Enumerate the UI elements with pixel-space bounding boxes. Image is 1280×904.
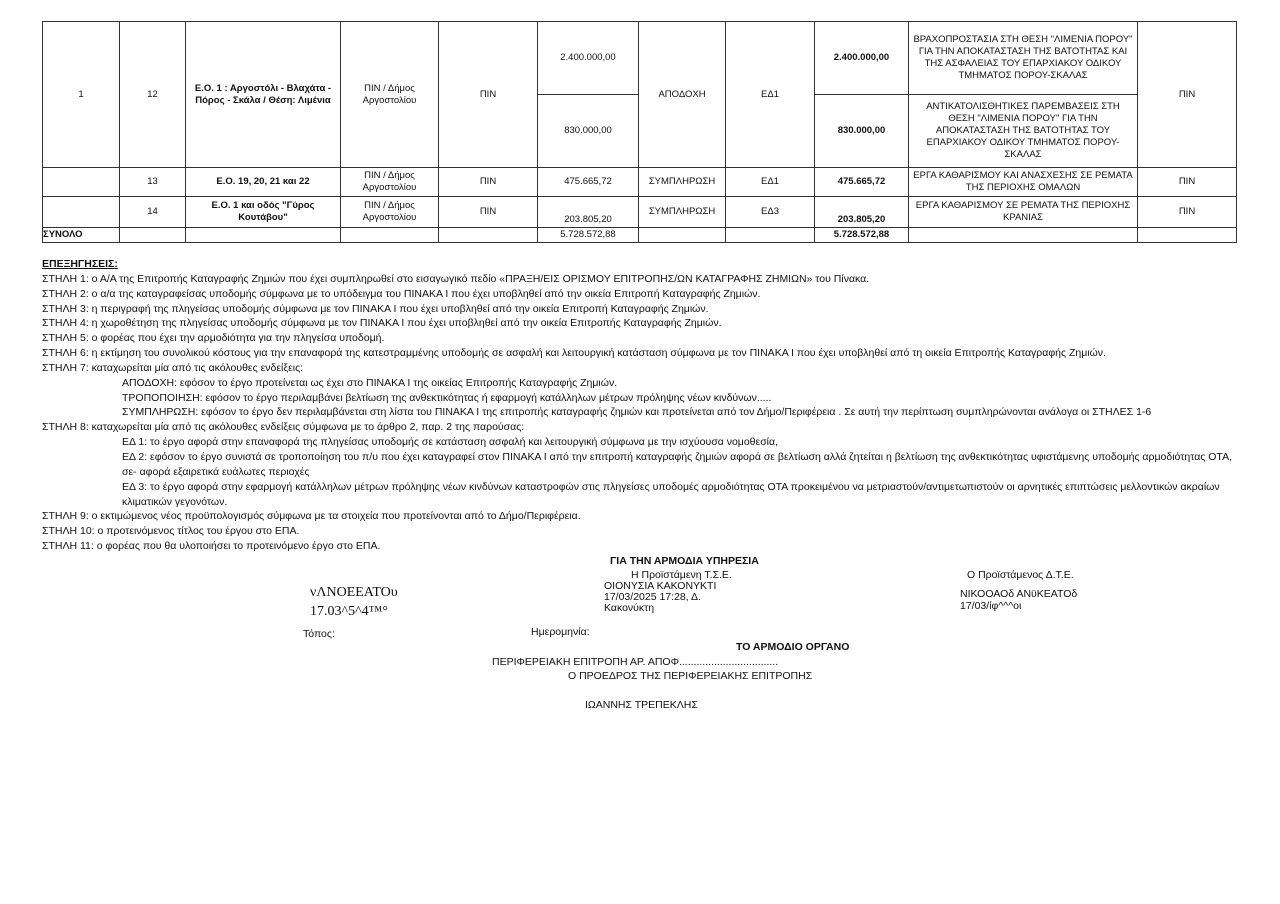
total-budget: 5.728.572,88	[815, 228, 909, 243]
infrastructure-description-cell: Ε.Ο. 1 : Αργοστόλι - Βλαχάτα - Πόρος - Σκάλα / Θέση: Λιμένια	[186, 22, 341, 168]
empty-cell	[120, 228, 186, 243]
note-col8-ed1: ΕΔ 1: το έργο αφορά στην επαναφορά της πληγείσας υποδομής σε κατάσταση ασφαλή και λειτουργική σύμφωνα με την ισχύουσα νομοθεσία,	[122, 436, 779, 449]
cost-cell: 475.665,72	[538, 168, 639, 197]
note-col1: ΣΤΗΛΗ 1: ο Α/Α της Επιτροπής Καταγραφής Ζημιών που έχει συμπληρωθεί στο εισαγωγικό πεδίο «ΠΡΑΞΗ/ΕΙΣ ΟΡΙΣΜΟΥ ΕΠΙΤΡΟΠΗΣ/ΩΝ ΚΑΤΑΓΡΑΦΗΣ ΖΗΜΙΩΝ» του Πίνακα.	[42, 272, 870, 285]
chairman-name: ΙΩΑΝΝΗΣ ΤΡΕΠΕΚΛΗΣ	[585, 699, 698, 711]
female-signature-line1: ΟΙΟΝΥΣΙΑ ΚΑΚΟΝΥΚΤΙ	[604, 580, 717, 592]
infrastructure-description-cell: Ε.Ο. 19, 20, 21 και 22	[186, 168, 341, 197]
empty-cell	[186, 228, 341, 243]
competent-body-heading: ΤΟ ΑΡΜΟΔΙΟ ΟΡΓΑΝΟ	[736, 641, 850, 653]
committee-decision-line: ΠΕΡΙΦΕΡΕΙΑΚΗ ΕΠΙΤΡΟΠΗ ΑΡ. ΑΠΟΦ..................................	[492, 656, 779, 668]
total-cost: 5.728.572,88	[538, 228, 639, 243]
chairman-title: Ο ΠΡΟΕΔΡΟΣ ΤΗΣ ΠΕΡΙΦΕΡΕΙΑΚΗΣ ΕΠΙΤΡΟΠΗΣ	[568, 670, 813, 682]
male-head-title: Ο Προϊστάμενος Δ.Τ.Ε.	[967, 569, 1074, 581]
executor-cell: ΠΙΝ	[1138, 22, 1237, 168]
project-title-cell: ΒΡΑΧΟΠΡΟΣΤΑΣΙΑ ΣΤΗ ΘΕΣΗ "ΛΙΜΕΝΙΑ ΠΟΡΟΥ" ΓΙΑ ΤΗΝ ΑΠΟΚΑΤΑΣΤΑΣΗ ΤΗΣ ΒΑΤΟΤΗΤΑΣ ΚΑΙ ΤΗΣ ΑΣΦΑΛΕΙΑΣ ΤΟΥ ΕΠΑΡΧΙΑΚΟΥ ΟΔΙΚΟΥ ΤΜΗΜΑΤΟΣ ΠΟΡΟΥ-ΣΚΑΛΑΣ	[909, 22, 1138, 95]
empty-cell	[1138, 228, 1237, 243]
project-title-cell: ΑΝΤΙΚΑΤΟΛΙΣΘΗΤΙΚΕΣ ΠΑΡΕΜΒΑΣΕΙΣ ΣΤΗ ΘΕΣΗ "ΛΙΜΕΝΙΑ ΠΟΡΟΥ" ΓΙΑ ΤΗΝ ΑΠΟΚΑΤΑΣΤΑΣΗ ΤΗΣ ΒΑΤΟΤΗΤΑΣ ΤΟΥ ΕΠΑΡΧΙΑΚΟΥ ΟΔΙΚΟΥ ΤΜΗΜΑΤΟΣ ΠΟΡΟΥ-ΣΚΑΛΑΣ	[909, 95, 1138, 168]
agency-cell: ΠΙΝ	[439, 22, 538, 168]
total-label: ΣΥΝΟΛΟ	[43, 228, 120, 243]
female-signature-line2: 17/03/2025 17:28, Δ.	[604, 591, 701, 603]
empty-cell	[639, 228, 726, 243]
executor-cell: ΠΙΝ	[1138, 197, 1237, 228]
committee-aa-cell	[43, 168, 120, 197]
location-cell: ΠΙΝ / Δήμος Αργοστολίου	[341, 22, 439, 168]
ed-cell: ΕΔ1	[726, 22, 815, 168]
committee-aa-cell	[43, 197, 120, 228]
budget-cell: 830.000,00	[815, 95, 909, 168]
cost-cell: 2.400.000,00	[538, 22, 639, 95]
cost-cell: 203.805,20	[538, 197, 639, 228]
note-col7-supplement: ΣΥΜΠΛΗΡΩΣΗ: εφόσον το έργο δεν περιλαμβάνεται στη λίστα του ΠΙΝΑΚΑ Ι της επιτροπής καταγραφής ζημιών και προτείνεται από τον Δήμο/Περιφέρεια . Σε αυτή την περίπτωση συμπληρώνονται ανάλογα οι ΣΤΗΛΕΣ 1-6	[122, 406, 1152, 419]
date-label: Ημερομηνία:	[531, 626, 590, 638]
note-col7-modification: ΤΡΟΠΟΠΟΙΗΣΗ: εφόσον το έργο περιλαμβάνει βελτίωση της ανθεκτικότητας ή εφαρμογή κατάλληλων μέτρων πρόληψης νέων κινδύνων.....	[122, 391, 772, 404]
male-signature-line2: 17/03/ίφ^^^οι	[960, 600, 1022, 612]
note-col8-ed3: ΕΔ 3: το έργο αφορά στην εφαρμογή κατάλληλων μέτρων πρόληψης νέων κινδύνων καταστροφών στις πληγείσες υποδομές αρμοδιότητας ΟΤΑ προκειμένου να μετριαστούν/αντιμετωπιστούν οι αρνητικές επιπτώσεις μελλοντικών ακραίων κλιματικών γεγονότων.	[122, 480, 1220, 508]
ed-cell: ΕΔ1	[726, 168, 815, 197]
cost-cell: 830.000,00	[538, 95, 639, 168]
table-row	[43, 168, 1237, 197]
note-col5: ΣΤΗΛΗ 5: ο φορέας που έχει την αρμοδιότητα για την πληγείσα υποδομή.	[42, 332, 385, 345]
location-cell: ΠΙΝ / Δήμος Αργοστολίου	[341, 168, 439, 197]
table-row	[43, 22, 1237, 95]
status-cell: ΣΥΜΠΛΗΡΩΣΗ	[639, 197, 726, 228]
note-col2: ΣΤΗΛΗ 2: ο α/α της καταγραφείσας υποδομής σύμφωνα με το υπόδειγμα του ΠΙΝΑΚΑ Ι που έχει υποβληθεί από την οικεία Επιτροπή Καταγραφής Ζημιών.	[42, 287, 761, 300]
status-cell: ΣΥΜΠΛΗΡΩΣΗ	[639, 168, 726, 197]
budget-cell: 475.665,72	[815, 168, 909, 197]
agency-cell: ΠΙΝ	[439, 197, 538, 228]
agency-cell: ΠΙΝ	[439, 168, 538, 197]
note-col7-acceptance: ΑΠΟΔΟΧΗ: εφόσον το έργο προτείνεται ως έχει στο ΠΙΝΑΚΑ Ι της οικείας Επιτροπής Καταγραφής Ζημιών.	[122, 376, 618, 389]
committee-aa-cell: 1	[43, 22, 120, 168]
empty-cell	[726, 228, 815, 243]
project-title-cell: ΕΡΓΑ ΚΑΘΑΡΙΣΜΟΥ ΚΑΙ ΑΝΑΣΧΕΣΗΣ ΣΕ ΡΕΜΑΤΑ ΤΗΣ ΠΕΡΙΟΧΗΣ ΟΜΑΛΩΝ	[909, 168, 1138, 197]
empty-cell	[439, 228, 538, 243]
explanations	[42, 257, 1242, 554]
female-signature-line3: Κακονύκτη	[604, 602, 655, 614]
place-label: Τόπος:	[303, 628, 335, 640]
infrastructure-aa-cell: 12	[120, 22, 186, 168]
total-row	[43, 228, 1237, 243]
budget-cell: 2.400.000,00	[815, 22, 909, 95]
female-head-title: Η Προϊστάμενη Τ.Σ.Ε.	[631, 569, 732, 581]
stamp-text-line2: 17.03^5^4™°	[310, 604, 388, 619]
note-col8: ΣΤΗΛΗ 8: καταχωρείται μία από τις ακόλουθες ενδείξεις σύμφωνα με το άρθρο 2, παρ. 2 της παρούσας:	[42, 421, 525, 434]
explanations-heading: ΕΠΕΞΗΓΗΣΕΙΣ:	[42, 258, 118, 270]
status-cell: ΑΠΟΔΟΧΗ	[639, 22, 726, 168]
note-col11: ΣΤΗΛΗ 11: ο φορέας που θα υλοποιήσει το προτεινόμενο έργο στο ΕΠΑ.	[42, 540, 381, 553]
budget-cell: 203.805,20	[815, 197, 909, 228]
authority-heading: ΓΙΑ ΤΗΝ ΑΡΜΟΔΙΑ ΥΠΗΡΕΣΙΑ	[610, 555, 759, 567]
project-title-cell: ΕΡΓΑ ΚΑΘΑΡΙΣΜΟΥ ΣΕ ΡΕΜΑΤΑ ΤΗΣ ΠΕΡΙΟΧΗΣ ΚΡΑΝΙΑΣ	[909, 197, 1138, 228]
table-row	[43, 197, 1237, 228]
infrastructure-aa-cell: 13	[120, 168, 186, 197]
note-col4: ΣΤΗΛΗ 4: η χωροθέτηση της πληγείσας υποδομής σύμφωνα με τον ΠΙΝΑΚΑ Ι που έχει υποβληθεί από την οικεία Επιτροπής Καταγραφής Ζημιών.	[42, 317, 722, 330]
executor-cell: ΠΙΝ	[1138, 168, 1237, 197]
note-col10: ΣΤΗΛΗ 10: ο προτεινόμενος τίτλος του έργου στο ΕΠΑ.	[42, 525, 300, 538]
infrastructure-description-cell: Ε.Ο. 1 και οδός "Γύρος Κουτάβου"	[186, 197, 341, 228]
ed-cell: ΕΔ3	[726, 197, 815, 228]
note-col9: ΣΤΗΛΗ 9: ο εκτιμώμενος νέος προϋπολογισμός σύμφωνα με τα στοιχεία που προτείνονται από το Δήμο/Περιφέρεια.	[42, 510, 581, 523]
empty-cell	[909, 228, 1138, 243]
note-col7: ΣΤΗΛΗ 7: καταχωρείται μία από τις ακόλουθες ενδείξεις:	[42, 361, 304, 374]
note-col6: ΣΤΗΛΗ 6: η εκτίμηση του συνολικού κόστους για την επαναφορά της κατεστραμμένης υποδομής σε ασφαλή και λειτουργική κατάσταση σύμφωνα με τον ΠΙΝΑΚΑ Ι που έχει υποβληθεί από τη οικεία Επιτροπής Καταγραφής Ζημιών.	[42, 347, 1106, 360]
empty-cell	[341, 228, 439, 243]
works-table	[42, 21, 1237, 243]
stamp-text-line1: νΛΝΟΕΕΑΤΟυ	[310, 585, 398, 600]
note-col3: ΣΤΗΛΗ 3: η περιγραφή της πληγείσας υποδομής σύμφωνα με τον ΠΙΝΑΚΑ Ι που έχει υποβληθεί από την οικεία Επιτροπή Καταγραφής Ζημιών.	[42, 302, 709, 315]
infrastructure-aa-cell: 14	[120, 197, 186, 228]
male-signature-line1: ΝΙΚΟΟΑΟδ ΑΝϋΚΕΑΤΟδ	[960, 588, 1078, 600]
location-cell: ΠΙΝ / Δήμος Αργοστολίου	[341, 197, 439, 228]
note-col8-ed2: ΕΔ 2: εφόσον το έργο συνιστά σε τροποποίηση του π/υ που έχει καταγραφεί στον ΠΙΝΑΚΑ Ι από την επιτροπή καταγραφής ζημιών αφορά σε βελτίωση αλλά ζητείται η βελτίωση της ανθεκτικότητας υφιστάμενης υποδομής αρμοδιότητας ΟΤΑ, σε- αφορά εξαιρετικά ευάλωτες περιοχές	[122, 450, 1232, 478]
